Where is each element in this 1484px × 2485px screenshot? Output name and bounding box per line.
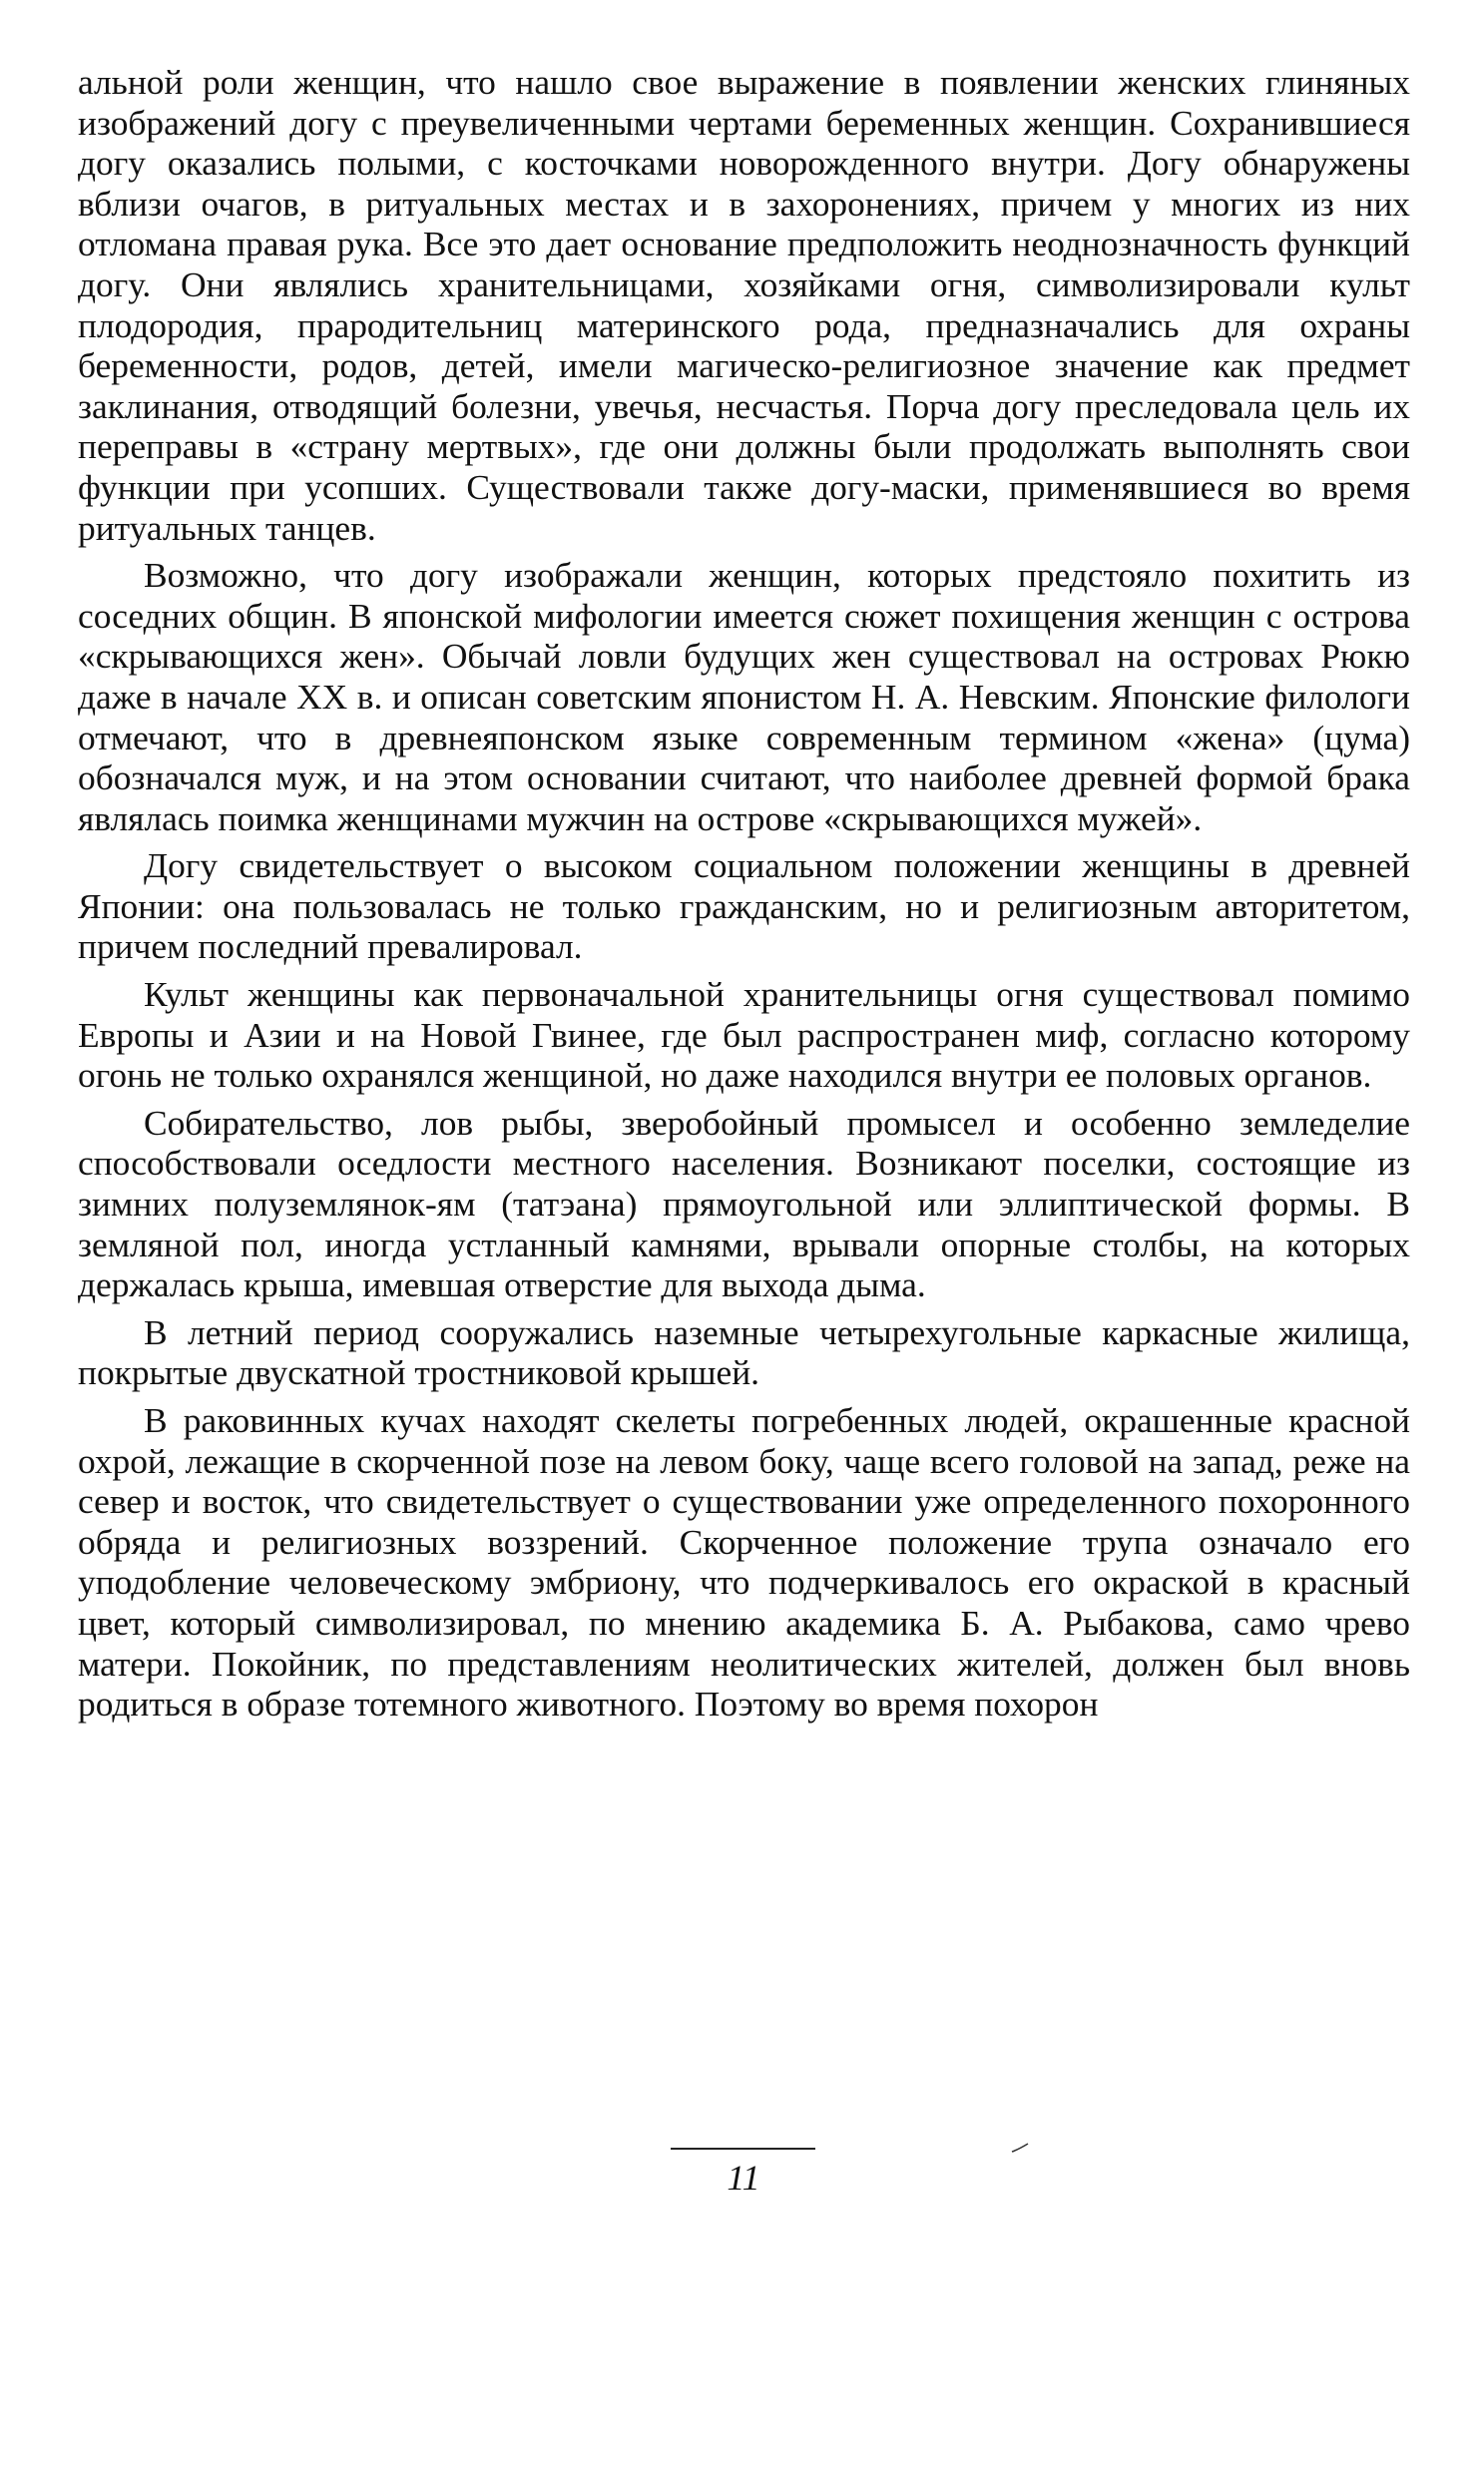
book-page-text <box>78 62 1410 1725</box>
paragraph-social-status: Догу свидетельствует о высоком социальном положении женщины в древней Японии: она пользовалась не только гражданским, но и религиозным авторитетом, причем последний превалировал. <box>78 845 1410 967</box>
paragraph-summer-dwellings: В летний период сооружались наземные четырехугольные каркасные жилища, покрытые двускатной тростниковой крышей. <box>78 1311 1410 1393</box>
paragraph-settlements: Собирательство, лов рыбы, зверобойный промысел и особенно земледелие способствовали оседлости местного населения. Возникают поселки, состоящие из зимних полуземлянок-ям (татэана) прямоугольной или эллиптической формы. В земляной пол, иногда устланный камнями, врывали опорные столбы, на которых держалась крыша, имевшая отверстие для выхода дыма. <box>78 1102 1410 1305</box>
paragraph-abduction-myth: Возможно, что догу изображали женщин, которых предстояло похитить из соседних общин. В японской мифологии имеется сюжет похищения женщин с острова «скрывающихся жен». Обычай ловли будущих жен существовал на островах Рюкю даже в начале XX в. и описан советским японистом Н. А. Невским. Японские филологи отмечают, что в древнеяпонском языке современным термином «жена» (цума) обозначался муж, и на этом основании считают, что наиболее древней формой брака являлась поимка женщинами мужчин на острове «скрывающихся мужей». <box>78 555 1410 838</box>
footer-rule <box>671 2148 815 2150</box>
page-number: 11 <box>727 2158 760 2198</box>
paragraph-fire-cult: Культ женщины как первоначальной хранительницы огня существовал помимо Европы и Азии и на Новой Гвинее, где был распространен миф, согласно которому огонь не только охранялся женщиной, но даже находился внутри ее половых органов. <box>78 974 1410 1096</box>
ink-mark <box>1010 2142 1030 2154</box>
paragraph-dogu-functions: альной роли женщин, что нашло свое выражение в появлении женских глиняных изображений догу с преувеличенными чертами беременных женщин. Сохранившиеся догу оказались полыми, с косточками новорожденного внутри. Догу обнаружены вблизи очагов, в ритуальных местах и в захоронениях, причем у многих из них отломана правая рука. Все это дает основание предположить неоднозначность функций догу. Они являлись хранительницами, хозяйками огня, символизировали культ плодородия, прародительниц материнского рода, предназначались для охраны беременности, родов, детей, имели магическо-религиозное значение как предмет заклинания, отводящий болезни, увечья, несчастья. Порча догу преследовала цель их переправы в «страну мертвых», где они должны были продолжать выполнять свои функции при усопших. Существовали также догу-маски, применявшиеся во время ритуальных танцев. <box>78 62 1410 548</box>
paragraph-burial-rites: В раковинных кучах находят скелеты погребенных людей, окрашенные красной охрой, лежащие в скорченной позе на левом боку, чаще всего головой на запад, реже на север и восток, что свидетельствует о существовании уже определенного похоронного обряда и религиозных воззрений. Скорченное положение трупа означало его уподобление человеческому эмбриону, что подчеркивалось его окраской в красный цвет, который символизировал, по мнению академика Б. А. Рыбакова, само чрево матери. Покойник, по представлениям неолитических жителей, должен был вновь родиться в образе тотемного животного. Поэтому во время похорон <box>78 1400 1410 1725</box>
